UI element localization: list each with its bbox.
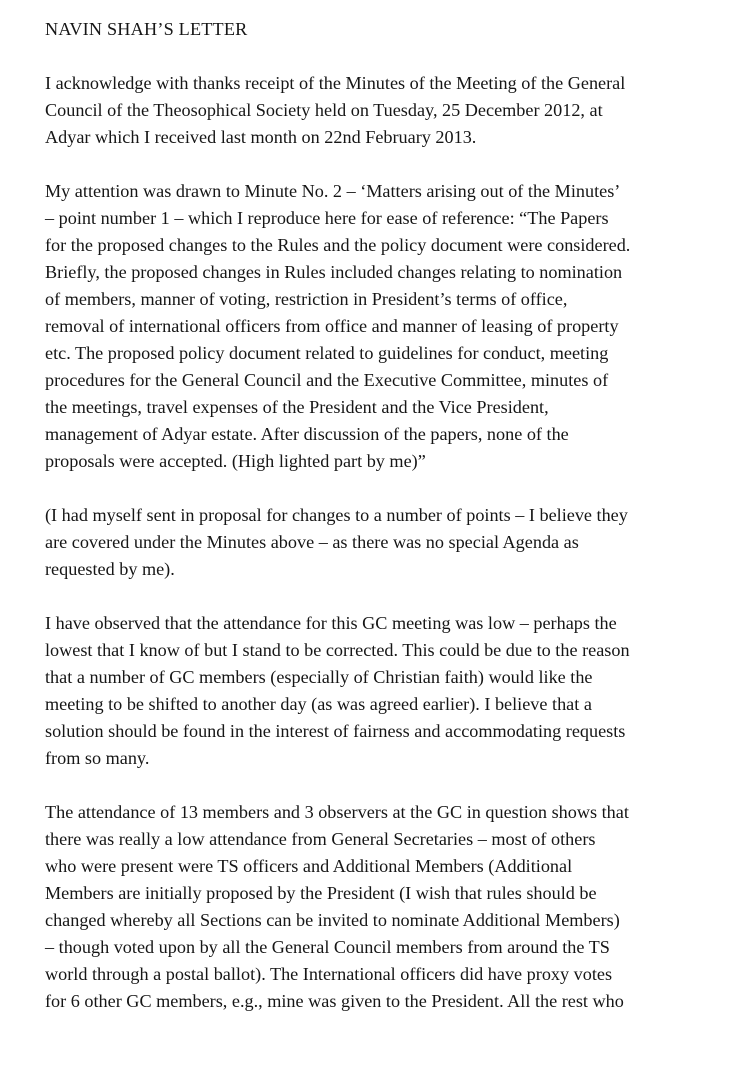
paragraph-2	[45, 178, 735, 475]
text-line: lowest that I know of but I stand to be corrected. This could be due to the reason	[45, 640, 630, 660]
letter-title: NAVIN SHAH’S LETTER	[45, 19, 248, 39]
text-line: are covered under the Minutes above – as there was no special Agenda as	[45, 532, 579, 552]
text-line: there was really a low attendance from General Secretaries – most of others	[45, 829, 596, 849]
text-line: requested by me).	[45, 559, 175, 579]
text-line: – though voted upon by all the General Council members from around the TS	[45, 937, 610, 957]
text-line: Briefly, the proposed changes in Rules included changes relating to nomination	[45, 262, 623, 282]
text-line: removal of international officers from office and manner of leasing of property	[45, 316, 619, 336]
text-line: I acknowledge with thanks receipt of the Minutes of the Meeting of the General	[45, 73, 626, 93]
text-line: management of Adyar estate. After discussion of the papers, none of the	[45, 424, 569, 444]
paragraph-4	[45, 610, 735, 772]
text-line: who were present were TS officers and Additional Members (Additional	[45, 856, 573, 876]
text-line: procedures for the General Council and the Executive Committee, minutes of	[45, 370, 609, 390]
letter-document	[45, 16, 735, 1042]
text-line: proposals were accepted. (High lighted part by me)”	[45, 451, 426, 471]
text-line: (I had myself sent in proposal for changes to a number of points – I believe they	[45, 505, 628, 525]
text-line: world through a postal ballot). The International officers did have proxy votes	[45, 964, 613, 984]
paragraph-1	[45, 70, 735, 151]
text-line: for the proposed changes to the Rules and the policy document were considered.	[45, 235, 631, 255]
text-line: changed whereby all Sections can be invited to nominate Additional Members)	[45, 910, 620, 930]
paragraph-3	[45, 502, 735, 583]
text-line: The attendance of 13 members and 3 observers at the GC in question shows that	[45, 802, 629, 822]
paragraph-5	[45, 799, 735, 1015]
text-line: for 6 other GC members, e.g., mine was given to the President. All the rest who	[45, 991, 624, 1011]
text-line: I have observed that the attendance for this GC meeting was low – perhaps the	[45, 613, 617, 633]
text-line: of members, manner of voting, restriction in President’s terms of office,	[45, 289, 568, 309]
letter-body	[45, 70, 735, 1015]
text-line: meeting to be shifted to another day (as was agreed earlier). I believe that a	[45, 694, 592, 714]
text-line: that a number of GC members (especially of Christian faith) would like the	[45, 667, 593, 687]
text-line: Members are initially proposed by the President (I wish that rules should be	[45, 883, 597, 903]
text-line: the meetings, travel expenses of the President and the Vice President,	[45, 397, 549, 417]
text-line: from so many.	[45, 748, 150, 768]
text-line: Council of the Theosophical Society held on Tuesday, 25 December 2012, at	[45, 100, 603, 120]
text-line: solution should be found in the interest of fairness and accommodating requests	[45, 721, 626, 741]
text-line: Adyar which I received last month on 22nd February 2013.	[45, 127, 477, 147]
text-line: My attention was drawn to Minute No. 2 – ‘Matters arising out of the Minutes’	[45, 181, 621, 201]
text-line: etc. The proposed policy document related to guidelines for conduct, meeting	[45, 343, 609, 363]
text-line: – point number 1 – which I reproduce here for ease of reference: “The Papers	[45, 208, 609, 228]
